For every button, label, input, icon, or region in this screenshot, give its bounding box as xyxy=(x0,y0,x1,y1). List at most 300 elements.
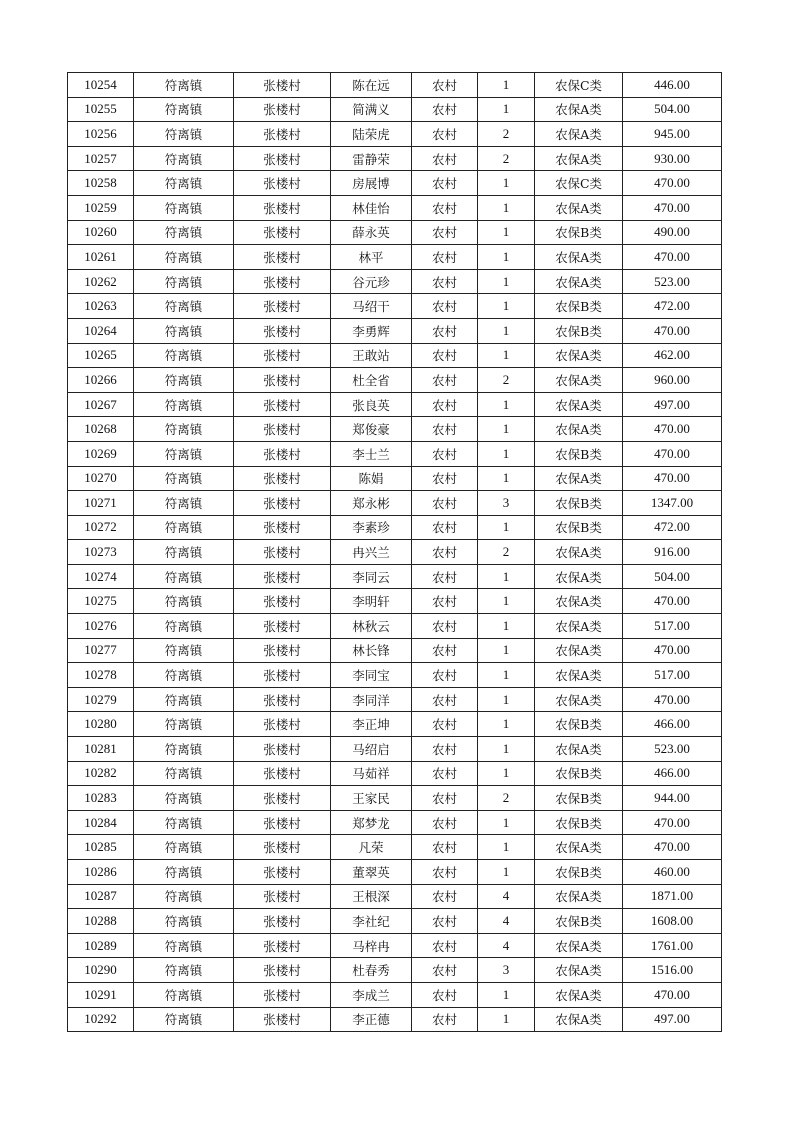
id-cell: 10286 xyxy=(68,860,134,885)
amount-cell: 470.00 xyxy=(623,810,722,835)
town-cell: 符离镇 xyxy=(134,146,234,171)
table-row xyxy=(68,712,722,737)
id-cell: 10272 xyxy=(68,515,134,540)
village-cell: 张楼村 xyxy=(234,638,331,663)
id-cell: 10270 xyxy=(68,466,134,491)
type-cell: 农村 xyxy=(412,368,478,393)
amount-cell: 470.00 xyxy=(623,835,722,860)
amount-cell: 470.00 xyxy=(623,687,722,712)
id-cell: 10282 xyxy=(68,761,134,786)
table-row xyxy=(68,933,722,958)
name-cell: 薛永英 xyxy=(331,220,412,245)
category-cell: 农保A类 xyxy=(535,737,623,762)
table-row xyxy=(68,515,722,540)
type-cell: 农村 xyxy=(412,146,478,171)
town-cell: 符离镇 xyxy=(134,958,234,983)
amount-cell: 1516.00 xyxy=(623,958,722,983)
name-cell: 郑永彬 xyxy=(331,491,412,516)
town-cell: 符离镇 xyxy=(134,638,234,663)
type-cell: 农村 xyxy=(412,884,478,909)
name-cell: 李成兰 xyxy=(331,982,412,1007)
category-cell: 农保B类 xyxy=(535,810,623,835)
town-cell: 符离镇 xyxy=(134,712,234,737)
household-size-cell: 1 xyxy=(478,761,535,786)
village-cell: 张楼村 xyxy=(234,195,331,220)
amount-cell: 504.00 xyxy=(623,97,722,122)
household-size-cell: 1 xyxy=(478,220,535,245)
table-row xyxy=(68,786,722,811)
household-size-cell: 1 xyxy=(478,982,535,1007)
town-cell: 符离镇 xyxy=(134,589,234,614)
category-cell: 农保A类 xyxy=(535,417,623,442)
town-cell: 符离镇 xyxy=(134,97,234,122)
name-cell: 雷静荣 xyxy=(331,146,412,171)
table-row xyxy=(68,466,722,491)
table-row xyxy=(68,614,722,639)
type-cell: 农村 xyxy=(412,122,478,147)
household-size-cell: 1 xyxy=(478,589,535,614)
name-cell: 林长锋 xyxy=(331,638,412,663)
type-cell: 农村 xyxy=(412,786,478,811)
name-cell: 杜全省 xyxy=(331,368,412,393)
village-cell: 张楼村 xyxy=(234,146,331,171)
type-cell: 农村 xyxy=(412,195,478,220)
type-cell: 农村 xyxy=(412,220,478,245)
town-cell: 符离镇 xyxy=(134,343,234,368)
village-cell: 张楼村 xyxy=(234,245,331,270)
name-cell: 凡荣 xyxy=(331,835,412,860)
amount-cell: 945.00 xyxy=(623,122,722,147)
category-cell: 农保A类 xyxy=(535,614,623,639)
table-row xyxy=(68,810,722,835)
amount-cell: 470.00 xyxy=(623,195,722,220)
table-row xyxy=(68,589,722,614)
amount-cell: 490.00 xyxy=(623,220,722,245)
table-row xyxy=(68,318,722,343)
type-cell: 农村 xyxy=(412,761,478,786)
id-cell: 10280 xyxy=(68,712,134,737)
name-cell: 马绍干 xyxy=(331,294,412,319)
type-cell: 农村 xyxy=(412,909,478,934)
type-cell: 农村 xyxy=(412,515,478,540)
household-size-cell: 1 xyxy=(478,614,535,639)
table-row xyxy=(68,835,722,860)
household-size-cell: 4 xyxy=(478,909,535,934)
village-cell: 张楼村 xyxy=(234,368,331,393)
category-cell: 农保A类 xyxy=(535,1007,623,1032)
household-size-cell: 1 xyxy=(478,195,535,220)
id-cell: 10274 xyxy=(68,564,134,589)
category-cell: 农保A类 xyxy=(535,368,623,393)
household-size-cell: 2 xyxy=(478,540,535,565)
name-cell: 李社纪 xyxy=(331,909,412,934)
household-size-cell: 1 xyxy=(478,687,535,712)
id-cell: 10285 xyxy=(68,835,134,860)
town-cell: 符离镇 xyxy=(134,540,234,565)
town-cell: 符离镇 xyxy=(134,687,234,712)
name-cell: 董翠英 xyxy=(331,860,412,885)
town-cell: 符离镇 xyxy=(134,122,234,147)
village-cell: 张楼村 xyxy=(234,122,331,147)
household-size-cell: 1 xyxy=(478,860,535,885)
table-row xyxy=(68,269,722,294)
village-cell: 张楼村 xyxy=(234,761,331,786)
name-cell: 林平 xyxy=(331,245,412,270)
village-cell: 张楼村 xyxy=(234,982,331,1007)
town-cell: 符离镇 xyxy=(134,663,234,688)
type-cell: 农村 xyxy=(412,638,478,663)
category-cell: 农保B类 xyxy=(535,491,623,516)
village-cell: 张楼村 xyxy=(234,491,331,516)
household-size-cell: 1 xyxy=(478,318,535,343)
category-cell: 农保B类 xyxy=(535,441,623,466)
town-cell: 符离镇 xyxy=(134,909,234,934)
assistance-table xyxy=(67,72,722,1032)
id-cell: 10266 xyxy=(68,368,134,393)
household-size-cell: 1 xyxy=(478,392,535,417)
village-cell: 张楼村 xyxy=(234,540,331,565)
village-cell: 张楼村 xyxy=(234,712,331,737)
category-cell: 农保A类 xyxy=(535,343,623,368)
type-cell: 农村 xyxy=(412,982,478,1007)
id-cell: 10267 xyxy=(68,392,134,417)
table-row xyxy=(68,540,722,565)
household-size-cell: 2 xyxy=(478,122,535,147)
household-size-cell: 1 xyxy=(478,343,535,368)
name-cell: 简满义 xyxy=(331,97,412,122)
table-row xyxy=(68,368,722,393)
table-row xyxy=(68,564,722,589)
name-cell: 李士兰 xyxy=(331,441,412,466)
town-cell: 符离镇 xyxy=(134,1007,234,1032)
town-cell: 符离镇 xyxy=(134,195,234,220)
name-cell: 李同洋 xyxy=(331,687,412,712)
table-row xyxy=(68,146,722,171)
household-size-cell: 1 xyxy=(478,810,535,835)
table-row xyxy=(68,294,722,319)
category-cell: 农保B类 xyxy=(535,712,623,737)
name-cell: 陆荣虎 xyxy=(331,122,412,147)
id-cell: 10273 xyxy=(68,540,134,565)
category-cell: 农保B类 xyxy=(535,294,623,319)
village-cell: 张楼村 xyxy=(234,933,331,958)
town-cell: 符离镇 xyxy=(134,417,234,442)
table-row xyxy=(68,220,722,245)
name-cell: 王家民 xyxy=(331,786,412,811)
type-cell: 农村 xyxy=(412,663,478,688)
village-cell: 张楼村 xyxy=(234,171,331,196)
town-cell: 符离镇 xyxy=(134,392,234,417)
id-cell: 10254 xyxy=(68,73,134,98)
village-cell: 张楼村 xyxy=(234,909,331,934)
amount-cell: 462.00 xyxy=(623,343,722,368)
id-cell: 10288 xyxy=(68,909,134,934)
table-row xyxy=(68,958,722,983)
town-cell: 符离镇 xyxy=(134,245,234,270)
amount-cell: 470.00 xyxy=(623,318,722,343)
category-cell: 农保B类 xyxy=(535,786,623,811)
id-cell: 10258 xyxy=(68,171,134,196)
name-cell: 郑俊豪 xyxy=(331,417,412,442)
category-cell: 农保B类 xyxy=(535,860,623,885)
table-row xyxy=(68,491,722,516)
name-cell: 李勇辉 xyxy=(331,318,412,343)
name-cell: 谷元珍 xyxy=(331,269,412,294)
name-cell: 陈娟 xyxy=(331,466,412,491)
town-cell: 符离镇 xyxy=(134,884,234,909)
amount-cell: 470.00 xyxy=(623,171,722,196)
table-row xyxy=(68,122,722,147)
household-size-cell: 1 xyxy=(478,515,535,540)
village-cell: 张楼村 xyxy=(234,466,331,491)
type-cell: 农村 xyxy=(412,97,478,122)
amount-cell: 497.00 xyxy=(623,392,722,417)
town-cell: 符离镇 xyxy=(134,73,234,98)
household-size-cell: 3 xyxy=(478,491,535,516)
id-cell: 10290 xyxy=(68,958,134,983)
amount-cell: 472.00 xyxy=(623,515,722,540)
table-row xyxy=(68,441,722,466)
town-cell: 符离镇 xyxy=(134,933,234,958)
amount-cell: 930.00 xyxy=(623,146,722,171)
amount-cell: 470.00 xyxy=(623,417,722,442)
id-cell: 10262 xyxy=(68,269,134,294)
amount-cell: 517.00 xyxy=(623,663,722,688)
category-cell: 农保B类 xyxy=(535,220,623,245)
name-cell: 陈在远 xyxy=(331,73,412,98)
household-size-cell: 4 xyxy=(478,884,535,909)
category-cell: 农保A类 xyxy=(535,687,623,712)
town-cell: 符离镇 xyxy=(134,466,234,491)
category-cell: 农保A类 xyxy=(535,97,623,122)
id-cell: 10264 xyxy=(68,318,134,343)
id-cell: 10263 xyxy=(68,294,134,319)
amount-cell: 470.00 xyxy=(623,982,722,1007)
table-row xyxy=(68,909,722,934)
amount-cell: 470.00 xyxy=(623,589,722,614)
id-cell: 10268 xyxy=(68,417,134,442)
type-cell: 农村 xyxy=(412,687,478,712)
type-cell: 农村 xyxy=(412,712,478,737)
name-cell: 郑梦龙 xyxy=(331,810,412,835)
category-cell: 农保A类 xyxy=(535,564,623,589)
household-size-cell: 1 xyxy=(478,1007,535,1032)
name-cell: 马梓冉 xyxy=(331,933,412,958)
name-cell: 杜春秀 xyxy=(331,958,412,983)
type-cell: 农村 xyxy=(412,245,478,270)
amount-cell: 1871.00 xyxy=(623,884,722,909)
town-cell: 符离镇 xyxy=(134,982,234,1007)
household-size-cell: 3 xyxy=(478,958,535,983)
table-row xyxy=(68,638,722,663)
id-cell: 10291 xyxy=(68,982,134,1007)
amount-cell: 523.00 xyxy=(623,269,722,294)
type-cell: 农村 xyxy=(412,73,478,98)
household-size-cell: 1 xyxy=(478,564,535,589)
type-cell: 农村 xyxy=(412,810,478,835)
id-cell: 10284 xyxy=(68,810,134,835)
amount-cell: 517.00 xyxy=(623,614,722,639)
amount-cell: 916.00 xyxy=(623,540,722,565)
name-cell: 李正德 xyxy=(331,1007,412,1032)
type-cell: 农村 xyxy=(412,417,478,442)
household-size-cell: 1 xyxy=(478,663,535,688)
category-cell: 农保B类 xyxy=(535,515,623,540)
type-cell: 农村 xyxy=(412,171,478,196)
village-cell: 张楼村 xyxy=(234,1007,331,1032)
id-cell: 10271 xyxy=(68,491,134,516)
type-cell: 农村 xyxy=(412,269,478,294)
table-row xyxy=(68,761,722,786)
category-cell: 农保A类 xyxy=(535,982,623,1007)
town-cell: 符离镇 xyxy=(134,491,234,516)
table-row xyxy=(68,663,722,688)
table-row xyxy=(68,171,722,196)
name-cell: 王根深 xyxy=(331,884,412,909)
category-cell: 农保B类 xyxy=(535,318,623,343)
household-size-cell: 1 xyxy=(478,97,535,122)
category-cell: 农保A类 xyxy=(535,540,623,565)
town-cell: 符离镇 xyxy=(134,441,234,466)
type-cell: 农村 xyxy=(412,441,478,466)
town-cell: 符离镇 xyxy=(134,614,234,639)
id-cell: 10260 xyxy=(68,220,134,245)
village-cell: 张楼村 xyxy=(234,294,331,319)
type-cell: 农村 xyxy=(412,294,478,319)
name-cell: 房展博 xyxy=(331,171,412,196)
village-cell: 张楼村 xyxy=(234,564,331,589)
household-size-cell: 2 xyxy=(478,786,535,811)
type-cell: 农村 xyxy=(412,540,478,565)
category-cell: 农保A类 xyxy=(535,589,623,614)
town-cell: 符离镇 xyxy=(134,269,234,294)
household-size-cell: 1 xyxy=(478,712,535,737)
name-cell: 马绍启 xyxy=(331,737,412,762)
name-cell: 李素珍 xyxy=(331,515,412,540)
household-size-cell: 1 xyxy=(478,466,535,491)
name-cell: 李同宝 xyxy=(331,663,412,688)
town-cell: 符离镇 xyxy=(134,737,234,762)
table-row xyxy=(68,860,722,885)
village-cell: 张楼村 xyxy=(234,687,331,712)
type-cell: 农村 xyxy=(412,737,478,762)
type-cell: 农村 xyxy=(412,933,478,958)
category-cell: 农保B类 xyxy=(535,909,623,934)
id-cell: 10256 xyxy=(68,122,134,147)
town-cell: 符离镇 xyxy=(134,810,234,835)
village-cell: 张楼村 xyxy=(234,786,331,811)
category-cell: 农保A类 xyxy=(535,466,623,491)
name-cell: 马茹祥 xyxy=(331,761,412,786)
type-cell: 农村 xyxy=(412,860,478,885)
village-cell: 张楼村 xyxy=(234,343,331,368)
amount-cell: 470.00 xyxy=(623,466,722,491)
category-cell: 农保A类 xyxy=(535,638,623,663)
town-cell: 符离镇 xyxy=(134,786,234,811)
category-cell: 农保A类 xyxy=(535,245,623,270)
household-size-cell: 1 xyxy=(478,441,535,466)
amount-cell: 460.00 xyxy=(623,860,722,885)
type-cell: 农村 xyxy=(412,835,478,860)
table-row xyxy=(68,195,722,220)
id-cell: 10281 xyxy=(68,737,134,762)
amount-cell: 944.00 xyxy=(623,786,722,811)
id-cell: 10283 xyxy=(68,786,134,811)
table-row xyxy=(68,343,722,368)
id-cell: 10257 xyxy=(68,146,134,171)
household-size-cell: 1 xyxy=(478,269,535,294)
id-cell: 10259 xyxy=(68,195,134,220)
id-cell: 10269 xyxy=(68,441,134,466)
village-cell: 张楼村 xyxy=(234,515,331,540)
category-cell: 农保A类 xyxy=(535,884,623,909)
village-cell: 张楼村 xyxy=(234,663,331,688)
category-cell: 农保C类 xyxy=(535,73,623,98)
town-cell: 符离镇 xyxy=(134,761,234,786)
id-cell: 10292 xyxy=(68,1007,134,1032)
village-cell: 张楼村 xyxy=(234,589,331,614)
name-cell: 李正坤 xyxy=(331,712,412,737)
household-size-cell: 2 xyxy=(478,368,535,393)
name-cell: 林秋云 xyxy=(331,614,412,639)
amount-cell: 472.00 xyxy=(623,294,722,319)
table-body xyxy=(68,73,722,1032)
type-cell: 农村 xyxy=(412,614,478,639)
town-cell: 符离镇 xyxy=(134,318,234,343)
household-size-cell: 1 xyxy=(478,245,535,270)
amount-cell: 504.00 xyxy=(623,564,722,589)
village-cell: 张楼村 xyxy=(234,860,331,885)
table-row xyxy=(68,97,722,122)
town-cell: 符离镇 xyxy=(134,515,234,540)
household-size-cell: 1 xyxy=(478,73,535,98)
type-cell: 农村 xyxy=(412,491,478,516)
amount-cell: 497.00 xyxy=(623,1007,722,1032)
town-cell: 符离镇 xyxy=(134,860,234,885)
type-cell: 农村 xyxy=(412,958,478,983)
village-cell: 张楼村 xyxy=(234,220,331,245)
table-row xyxy=(68,245,722,270)
category-cell: 农保A类 xyxy=(535,146,623,171)
type-cell: 农村 xyxy=(412,466,478,491)
household-size-cell: 4 xyxy=(478,933,535,958)
village-cell: 张楼村 xyxy=(234,269,331,294)
id-cell: 10287 xyxy=(68,884,134,909)
amount-cell: 446.00 xyxy=(623,73,722,98)
id-cell: 10275 xyxy=(68,589,134,614)
town-cell: 符离镇 xyxy=(134,835,234,860)
id-cell: 10265 xyxy=(68,343,134,368)
type-cell: 农村 xyxy=(412,564,478,589)
category-cell: 农保A类 xyxy=(535,269,623,294)
village-cell: 张楼村 xyxy=(234,417,331,442)
category-cell: 农保A类 xyxy=(535,933,623,958)
category-cell: 农保A类 xyxy=(535,663,623,688)
household-size-cell: 1 xyxy=(478,638,535,663)
category-cell: 农保A类 xyxy=(535,122,623,147)
village-cell: 张楼村 xyxy=(234,441,331,466)
table-row xyxy=(68,417,722,442)
table-row xyxy=(68,392,722,417)
amount-cell: 470.00 xyxy=(623,638,722,663)
id-cell: 10289 xyxy=(68,933,134,958)
village-cell: 张楼村 xyxy=(234,884,331,909)
town-cell: 符离镇 xyxy=(134,171,234,196)
household-size-cell: 2 xyxy=(478,146,535,171)
amount-cell: 470.00 xyxy=(623,245,722,270)
town-cell: 符离镇 xyxy=(134,368,234,393)
type-cell: 农村 xyxy=(412,589,478,614)
